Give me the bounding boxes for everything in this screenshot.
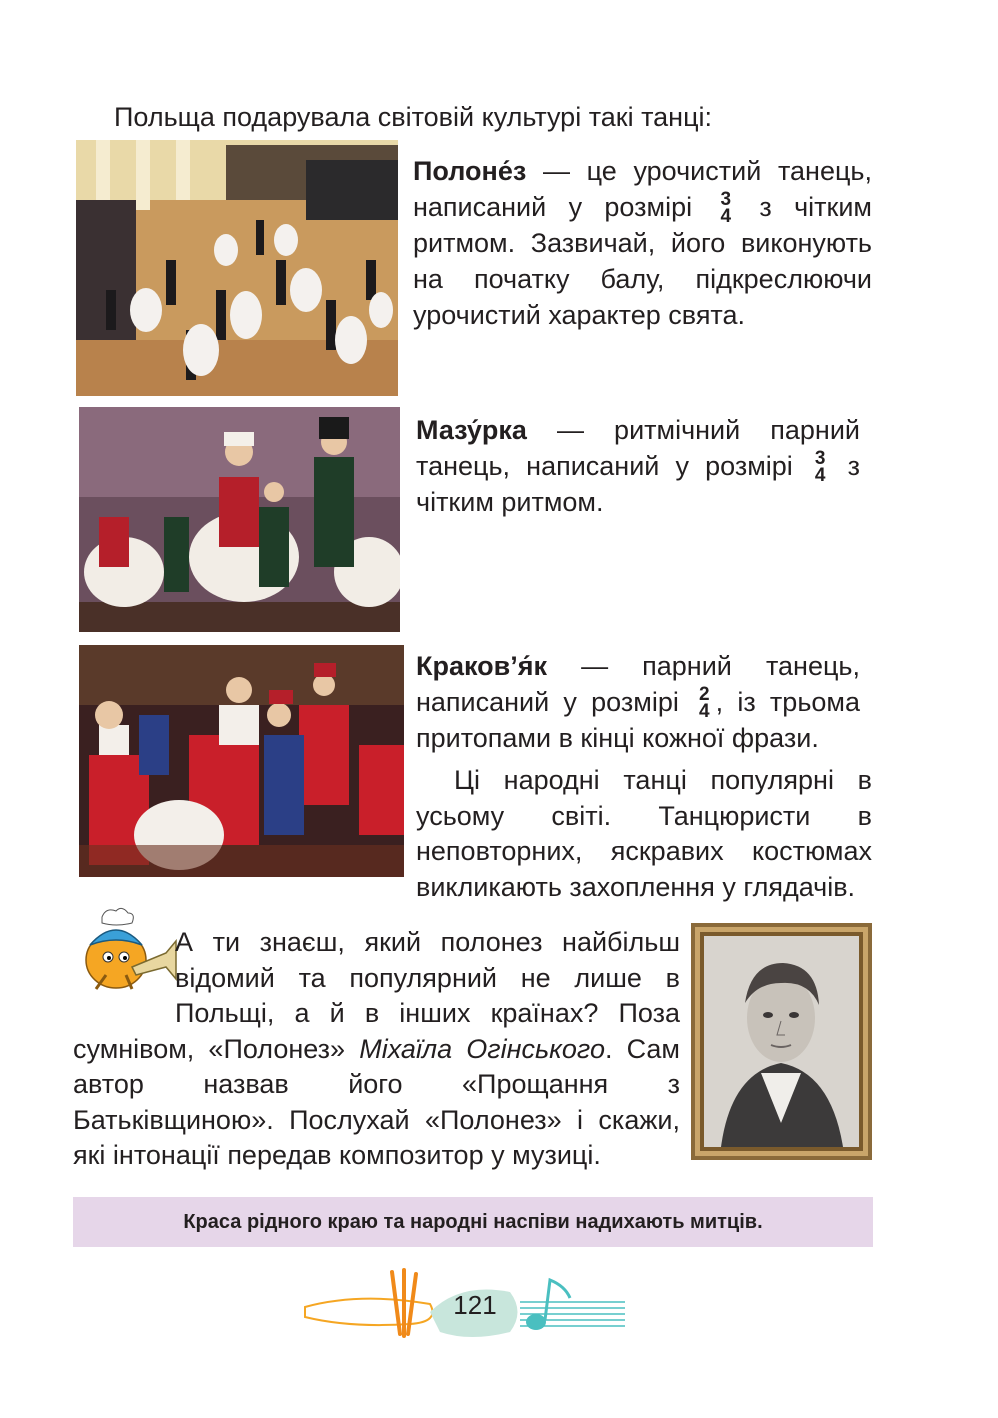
polonaise-text-1: — це урочистий танець, написаний у розмірі — [413, 156, 872, 222]
intro-text: Польща подарувала світовій культурі такі танці: — [114, 102, 713, 132]
oginski-portrait — [691, 923, 872, 1160]
krakowiak-term: Краков’я́к — [416, 651, 548, 681]
krakowiak-description — [416, 648, 860, 756]
polonaise-text-2: з чітким ритмом. Зазвичай, його виконують на початку балу, підкреслюючи урочистий характер свята. — [413, 192, 872, 330]
polonaise-description — [413, 153, 872, 333]
krakowiak-text-2: , із трьома притопами в кінці кожної фрази. — [416, 687, 860, 753]
meter-numerator: 3 — [814, 447, 826, 469]
krakowiak-text-1: — парний танець, написаний у розмірі — [416, 651, 860, 717]
polonaise-meter — [720, 188, 732, 227]
meter-numerator: 2 — [699, 683, 710, 705]
page-number: 121 — [453, 1290, 497, 1320]
meter-denominator: 4 — [720, 205, 732, 227]
polonaise-term: Полоне́з — [413, 156, 527, 186]
popular-paragraph: Ці народні танці популярні в усьому світі. Танцюристи в неповторних, яскравих костюмах викликають захоплення у глядачів. — [416, 765, 872, 902]
krakowiak-meter — [699, 683, 710, 722]
know-text-1: А ти знаєш, який полонез найбільш відомий та популярний не лише в Польщі, а й в інших країнах? Поза сумнівом, «Полонез» — [73, 927, 680, 1064]
did-you-know-paragraph — [73, 925, 680, 1174]
composer-name: Міхаїла Огінського — [359, 1033, 605, 1064]
summary-banner: Краса рідного краю та народні наспіви надихають митців. — [73, 1197, 873, 1247]
mazurka-term: Мазу́рка — [416, 415, 527, 445]
mazurka-text-1: — ритмічний парний танець, написаний у розмірі — [416, 415, 860, 481]
mazurka-photo — [79, 407, 400, 632]
know-text-2: . Сам автор назвав його «Прощання з Батьківщиною». Послухай «Полонез» і скажи, які інтонації передав композитор у музиці. — [73, 1033, 680, 1170]
mazurka-meter — [814, 447, 826, 486]
mazurka-text-2: з чітким ритмом. — [416, 451, 860, 517]
krakowiak-photo — [79, 645, 404, 877]
meter-denominator: 4 — [699, 700, 710, 722]
meter-numerator: 3 — [720, 188, 732, 210]
meter-denominator: 4 — [814, 464, 826, 486]
mazurka-description — [416, 412, 860, 520]
polonaise-photo — [76, 140, 398, 396]
